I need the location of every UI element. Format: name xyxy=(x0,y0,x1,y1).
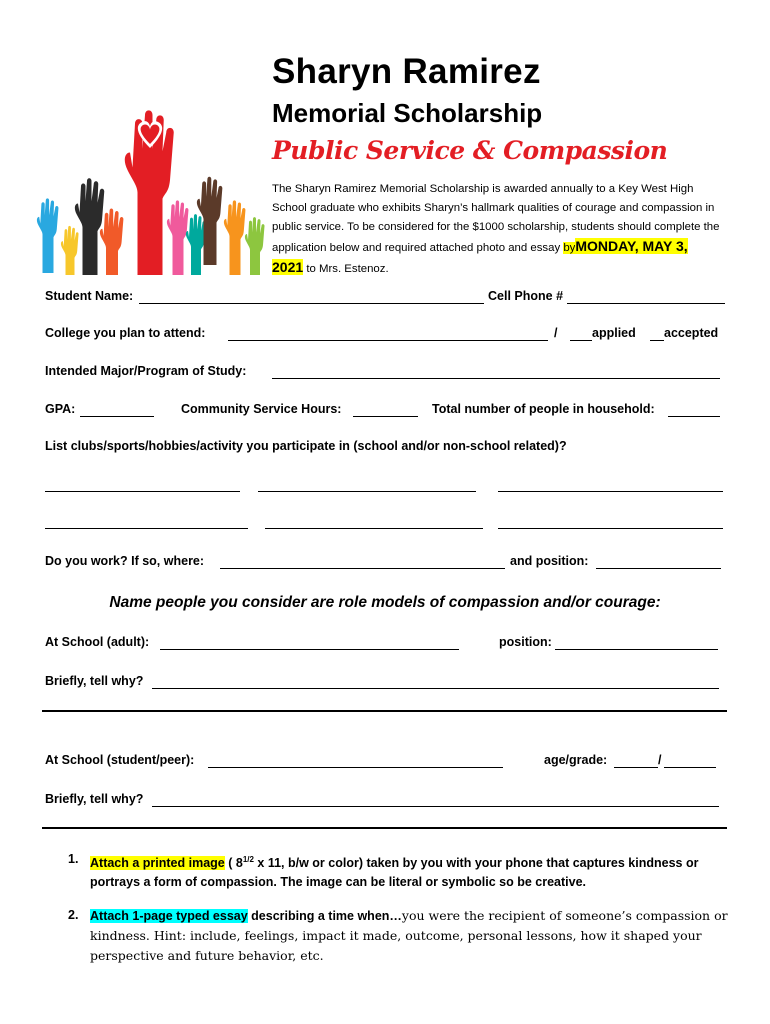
intro-end: to Mrs. Estenoz. xyxy=(306,263,389,275)
hand-green-icon xyxy=(245,217,265,275)
role-models-heading: Name people you consider are role models of compassion and/or courage: xyxy=(109,594,661,611)
attachment-text-1: x 11, b/w or color) taken by you with your phone that captures kindness or portrays a form of compassion. The image can be literal or symbolic so be creative. xyxy=(90,856,699,890)
age-grade-label: age/grade: xyxy=(544,753,608,767)
household-label: Total number of people in household: xyxy=(432,402,655,416)
hand-orange-red-icon xyxy=(100,209,124,275)
intro-text: The Sharyn Ramirez Memorial Scholarship is awarded annually to a Key West High School graduate who exhibits Sharyn’s hallmark qualities of courage and compassion in public service. To be considered for the $1000 scholarship, students should complete the application below and required attached photo and essay xyxy=(272,183,720,254)
major-label: Intended Major/Program of Study: xyxy=(45,364,247,378)
community-hours-label: Community Service Hours: xyxy=(181,402,342,416)
gpa-label: GPA: xyxy=(45,402,76,416)
why-label-2: Briefly, tell why? xyxy=(45,792,144,806)
work-label: Do you work? If so, where: xyxy=(45,554,205,568)
accepted-field[interactable] xyxy=(650,340,664,341)
scholarship-title: Sharyn Ramirez xyxy=(272,52,541,91)
applied-field[interactable] xyxy=(570,340,592,341)
attachment-sup-1: 1/2 xyxy=(242,855,254,864)
college-field[interactable] xyxy=(228,340,548,341)
club-field-3[interactable] xyxy=(498,491,723,492)
club-field-6[interactable] xyxy=(498,528,723,529)
cell-phone-label: Cell Phone # xyxy=(488,289,564,303)
student-name-field[interactable] xyxy=(139,303,484,304)
club-field-1[interactable] xyxy=(45,491,240,492)
peer-field[interactable] xyxy=(208,767,503,768)
attachment-pre-1: ( 8 xyxy=(224,856,243,871)
why-field-1a[interactable] xyxy=(152,688,719,689)
intro-paragraph xyxy=(272,180,722,279)
attachment-highlight-2: Attach 1-page typed essay xyxy=(90,909,248,923)
attachment-text-bold-2: describing a time when… xyxy=(247,909,402,923)
adult-label xyxy=(45,635,149,649)
adult-position-label: position: xyxy=(499,635,552,649)
raised-hands-logo xyxy=(30,60,270,275)
tagline: Public Service & Compassion xyxy=(272,136,668,165)
deadline: MONDAY, MAY 3, 2021 xyxy=(272,238,688,275)
intro-by: by xyxy=(563,242,576,254)
hand-black-icon xyxy=(75,178,104,275)
club-field-5[interactable] xyxy=(265,528,483,529)
attachment-num-1: 1. xyxy=(68,852,79,866)
clubs-label: List clubs/sports/hobbies/activity you participate in (school and/or non-school related)? xyxy=(45,439,567,453)
cell-phone-field[interactable] xyxy=(567,303,725,304)
club-field-4[interactable] xyxy=(45,528,248,529)
attachment-num-2: 2. xyxy=(68,908,79,922)
community-hours-field[interactable] xyxy=(353,416,418,417)
household-field[interactable] xyxy=(668,416,720,417)
applied-label: applied xyxy=(592,326,636,340)
major-field[interactable] xyxy=(272,378,720,379)
hand-pink-icon xyxy=(167,200,189,275)
gpa-field[interactable] xyxy=(80,416,154,417)
why-field-2a[interactable] xyxy=(152,806,719,807)
attachment-highlight-1: Attach a printed image xyxy=(90,856,225,871)
work-position-label: and position: xyxy=(510,554,589,568)
why-label-1: Briefly, tell why? xyxy=(45,674,144,688)
college-slash: / xyxy=(554,326,558,340)
work-position-field[interactable] xyxy=(596,568,721,569)
scholarship-subtitle: Memorial Scholarship xyxy=(272,98,543,128)
college-label: College you plan to attend: xyxy=(45,326,206,340)
student-name-label: Student Name: xyxy=(45,289,134,303)
age-field[interactable] xyxy=(614,767,658,768)
grade-field[interactable] xyxy=(664,767,716,768)
why-field-2b[interactable] xyxy=(42,827,727,829)
peer-label: At School (student/peer): xyxy=(45,753,195,767)
work-field[interactable] xyxy=(220,568,505,569)
accepted-label: accepted xyxy=(664,326,719,340)
adult-position-field[interactable] xyxy=(555,649,718,650)
hand-blue-icon xyxy=(37,198,59,273)
age-grade-slash: / xyxy=(658,753,662,767)
adult-field[interactable] xyxy=(160,649,459,650)
attachment-text-serif-2: you were the recipient of someone’s compassion or kindness. Hint: include, feelings, impact it made, outcome, personal lessons, how it shaped your perspective and future behavior, etc. xyxy=(90,908,728,963)
club-field-2[interactable] xyxy=(258,491,476,492)
adult-label-text: At School (adult): xyxy=(45,635,150,649)
why-field-1b[interactable] xyxy=(42,710,727,712)
hand-yellow-icon xyxy=(61,226,79,275)
hand-orange-icon xyxy=(224,200,246,275)
hand-teal-icon xyxy=(186,214,206,275)
